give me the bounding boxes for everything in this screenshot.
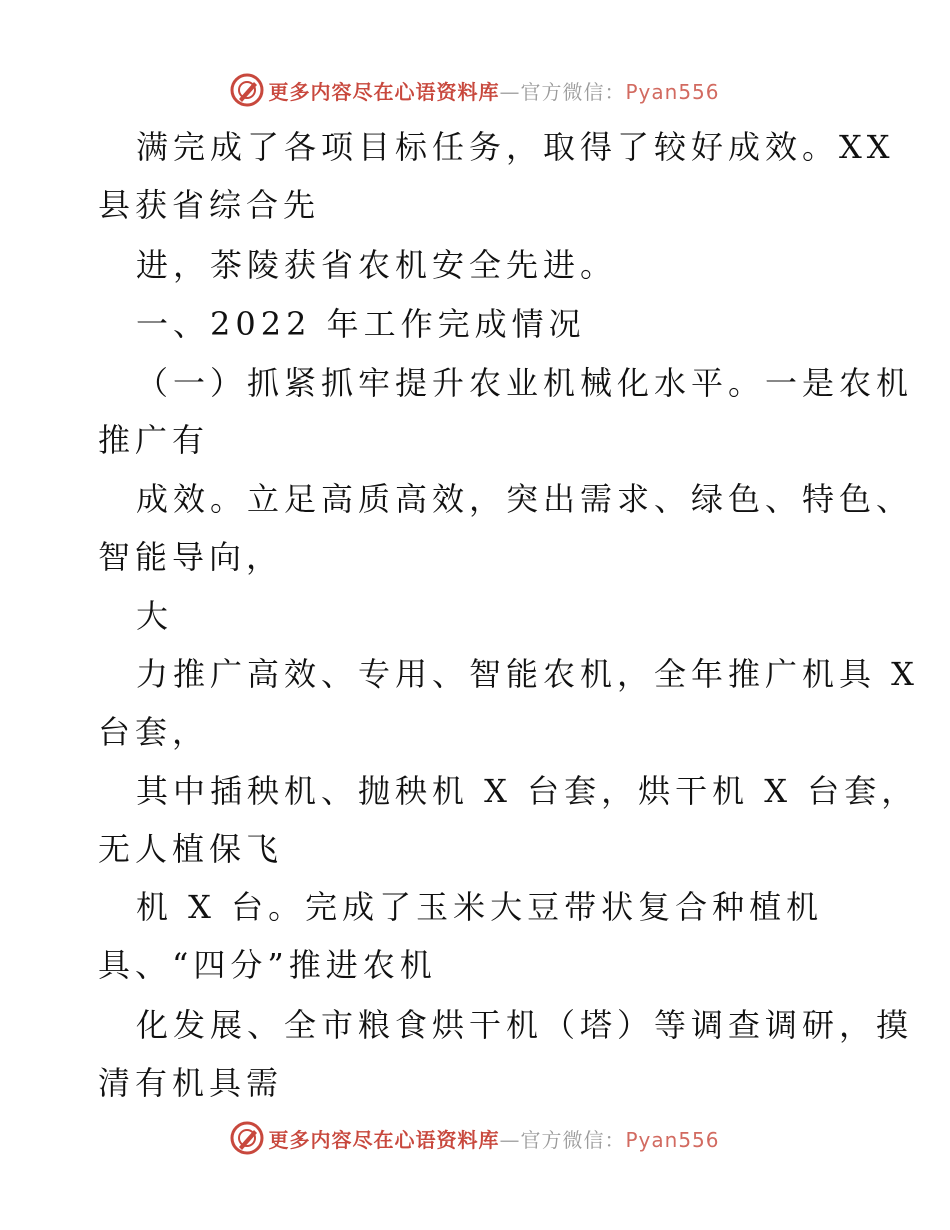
watermark-header: [0, 70, 950, 110]
text-line-7: 成效。立足高质高效，突出需求、绿色、特色、: [136, 480, 914, 518]
text-line-12: 其中插秧机、抛秧机 X 台套，烘干机 X 台套，: [136, 772, 919, 810]
subsection-heading: （一）抓紧抓牢提升农业机械化水平。一是农机: [136, 364, 914, 402]
text-line-14: 机 X 台。完成了玉米大豆带状复合种植机: [136, 888, 824, 926]
watermark-separator: —: [499, 1127, 521, 1152]
text-line-17: 清有机具需: [98, 1064, 284, 1102]
section-heading: 一、2022 年工作完成情况: [136, 305, 586, 343]
text-line-13: 无人植保飞: [98, 830, 284, 868]
text-line-9: 大: [136, 597, 174, 635]
text-line-10: 力推广高效、专用、智能农机，全年推广机具 X: [136, 655, 919, 693]
watermark-main: 更多内容尽在心语资料库: [268, 1127, 500, 1152]
logo-icon: [230, 73, 264, 107]
watermark-text: [268, 1124, 719, 1153]
watermark-id: Pyan556: [625, 1127, 720, 1152]
logo-icon: [230, 1121, 264, 1155]
text-line-2: 县获省综合先: [98, 186, 321, 224]
watermark-footer: [0, 1118, 950, 1158]
watermark-main: 更多内容尽在心语资料库: [268, 79, 500, 104]
watermark-separator: —: [499, 79, 521, 104]
text-line-6: 推广有: [98, 421, 210, 459]
text-line-8: 智能导向，: [98, 538, 284, 576]
text-line-11: 台套，: [98, 713, 210, 751]
watermark-sub: 官方微信：: [520, 79, 626, 104]
text-line-1: 满完成了各项目标任务，取得了较好成效。XX: [136, 128, 895, 166]
watermark-id: Pyan556: [625, 79, 720, 104]
watermark-sub: 官方微信：: [520, 1127, 626, 1152]
watermark-text: [268, 76, 719, 105]
text-line-15: 具、“四分”推进农机: [98, 946, 437, 984]
text-line-3: 进，茶陵获省农机安全先进。: [136, 246, 618, 284]
text-line-16: 化发展、全市粮食烘干机（塔）等调查调研，摸: [136, 1006, 914, 1044]
